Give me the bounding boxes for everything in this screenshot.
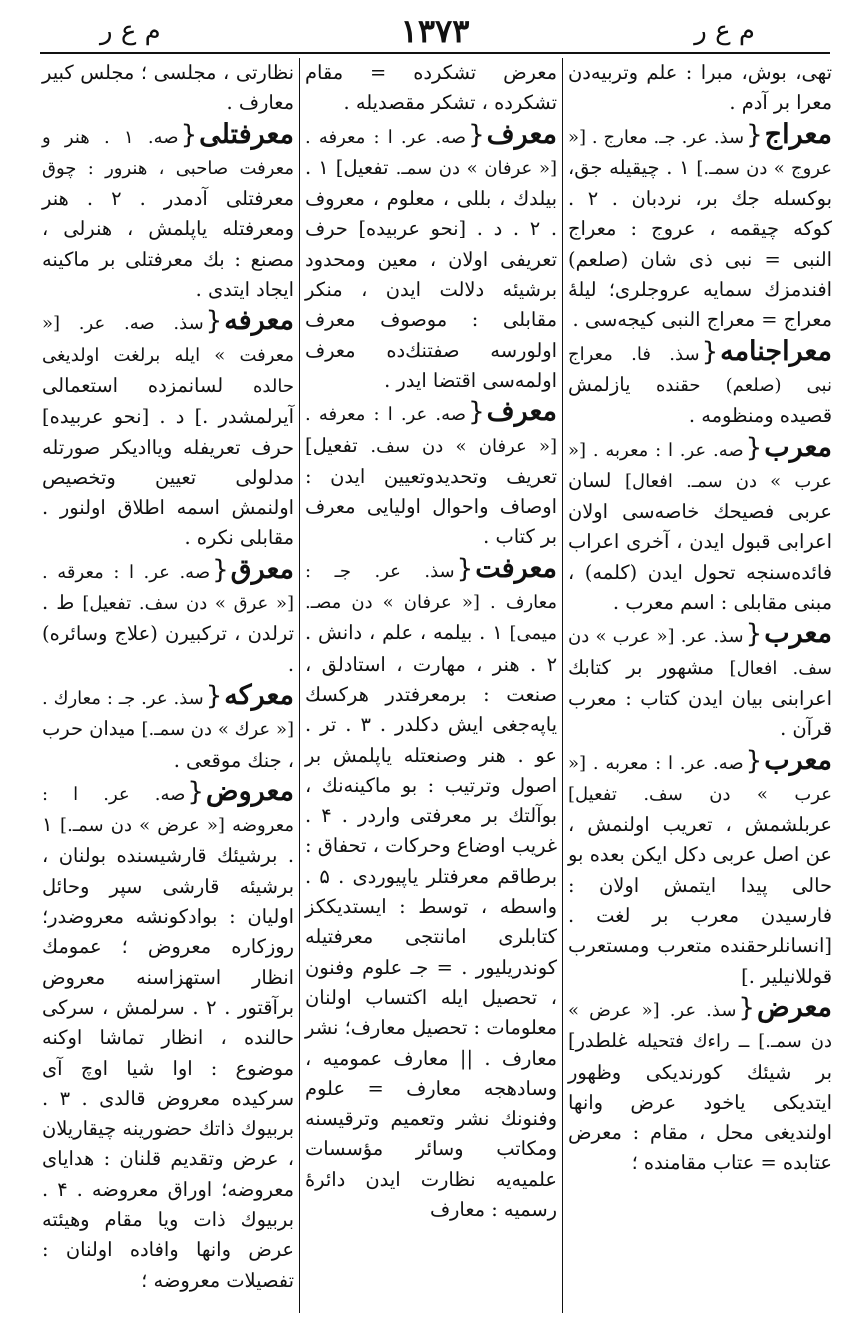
entry-etymology: صه. عر. ا : معرفه . [« عرفان » دن سف. xyxy=(305,404,557,457)
entry-etymology: سذ. فا. معراج نبی (صلعم) حقنده xyxy=(568,343,832,396)
entry-headword: معرفتلی xyxy=(199,118,294,150)
entry-headword: معرفه xyxy=(224,305,294,337)
entry-definition: غلطدر] بر شیئك كورندیكی وظهور ایتدیكی یاخود عرض وانها اولندیغی محل ، مقام : معرض عتابده = عتاب مقامنده ؛ xyxy=(568,1029,832,1175)
entry-definition: میدان حرب ، جنك موقعی . xyxy=(42,717,294,772)
entry-etymology: سذ. صه. عر. [« معرفت » ایله برلغت اولدیغی حالده xyxy=(42,313,294,397)
column-divider xyxy=(562,58,563,1313)
entry-definition: تهی، بوش، مبرا : علم وتربیه‌دن معرا بر آدم . xyxy=(568,61,832,115)
entry-headword: معركه xyxy=(224,679,294,711)
entry-etymology: صه. عر. ا : معربه . [« عرب » دن سف. تفعیل] xyxy=(568,752,832,805)
dictionary-entry xyxy=(40,306,296,553)
dictionary-entry xyxy=(566,619,834,744)
entry-definition: نظارتی ، مجلسی ؛ مجلس كبیر معارف . xyxy=(42,61,294,115)
entry-etymology: سذ. عر. جـ : معارف . [« عرفان » دن مصـ. میمی] xyxy=(305,560,557,645)
entry-definition: ۱ . بیلمه ، علم ، دانش . ۲ . هنر ، مهارت ، استادلق ، صنعت : برمعرفتدر هركسك یاپه‌جغی ایش دكلدر . ۳ . تر . عو . هنر وصنعتله یاپلمش بر اصول وترتیب : بو ماكینه‌نك ، بوآلتك بر معرفتی واردر . ۴ . غریب اوضاع وحركات ، تحفاق : برطاقم معرفتلر یاپیوردی . ۵ . واسطه ، توسط : ایستدیككز كتابلری امانتجی معرفتیله كوندریلیور . = جـ علوم وفنون ، تحصیل ایله اكتساب اولنان معلومات : تحصیل معارف؛ نشر معارف . || معارف عمومیه ، وسادهجه معارف = علوم وفنونك نشر وتعمیم وترقیسنه ومكاتب وسائر مؤسسات علمیه‌یه نظارت ایدن دائرهٔ رسمیه : معارف xyxy=(305,621,557,1221)
column-middle xyxy=(303,58,559,1313)
brace-glyph: { xyxy=(212,554,229,585)
dictionary-entry xyxy=(303,554,559,1226)
dictionary-entry xyxy=(303,397,559,552)
entry-headword: معرض xyxy=(756,991,832,1023)
entry-definition: لسان عربی فصیحك خاصه‌سی اولان اعرابی قبول ایدن ، آخری اعراب فائده‌سنجه تحول ایدن (كلمه) ، مبنی مقابلی : اسم معرب . xyxy=(568,468,832,615)
brace-glyph: { xyxy=(745,745,763,776)
entry-headword: معراج xyxy=(764,118,832,150)
guide-word-right: م ع ر xyxy=(694,16,755,46)
entry-definition: معرض تشكرده = مقام تشكرده ، تشكر مقصدیله . xyxy=(305,61,557,115)
entry-headword: معرب xyxy=(764,618,832,650)
page-header xyxy=(40,10,830,50)
entry-definition: تفعیل] تعریف وتحدیدوتعیین ایدن : اوصاف واحوال اولیایی معرف بر كتاب . xyxy=(305,433,557,549)
entry-headword: معرفت xyxy=(475,552,557,584)
column-right xyxy=(566,58,834,1313)
entry-definition: معرفتلی آدمدر . ۲ . هنر ومعرفتله یاپلمش ، هنرلی ، مصنع : بك معرفتلی بر ماكینه ایجاد ایتدی . xyxy=(42,187,294,302)
dictionary-entry xyxy=(40,681,296,776)
entry-etymology: صه. عر. ا : معروضه [« عرض » دن سمـ.] xyxy=(42,783,295,837)
guide-word-left: م ع ر xyxy=(100,16,161,46)
entry-definition: عربلشمش ، تعریب اولنمش ، عن اصل عربی دكل ایكن بعده بو حالی پیدا ایتمش اولان : فارسیدن معرب بر لغت . [انسانلرحقنده متعرب ومستعرب قوللانیلیر .] xyxy=(568,813,832,988)
entry-definition: لسانمزده استعمالی آیرلمشدر .] د . [نحو عربیده] حرف تعریفله ویاادیكر صورتله مدلولی تعیین وتخصیص اولنمش اسمه اطلاق اولنور . مقابلی نكره . xyxy=(42,373,294,550)
entry-continuation xyxy=(566,58,834,119)
brace-glyph: { xyxy=(180,119,198,150)
entry-headword: معراجنامه xyxy=(720,335,832,367)
entry-definition: مشهور بر كتابك اعرابنی بیان ایدن كتاب : معرب قرآن . xyxy=(568,655,832,741)
entry-continuation xyxy=(303,58,559,119)
dictionary-entry xyxy=(566,746,834,992)
entry-definition: ۱ . چیقیله جق، بوکسله جك بر، نردبان . ۲ . كوكه چیقمه ، عروج : معراج النبی = نبی ذی شان (صلعم) افندمزك سمایه عروجلری؛ لیلهٔ معراج = معراج النبی كیجه‌سی . xyxy=(568,155,833,332)
dictionary-entry xyxy=(303,120,559,397)
brace-glyph: { xyxy=(205,680,223,711)
entry-etymology: سذ. عر. جـ. معارج . [« عروج » دن سمـ.] xyxy=(568,126,833,179)
entry-etymology: صه. عر. ا : معربه . [« عرب » دن سمـ. افعال] xyxy=(568,439,832,492)
entry-definition: ۱ . برشیئك قارشیسنده بولنان ، برشیئه قارشی سپر وحائل اولیان : بوادكونشه معروضدر؛ روزكاره معروض ؛ عمومك انظار استهزاسنه معروض برآقتور . ۲ . سرلمش ، سركی حالنده ، انظار تماشا اوكنه موضوع : اوا شیا اوچ آی سركیده معروض قالدی . ۳ . بربیوك ذاتك حضورینه چیقاریلان ، عرض وتقدیم قلنان : هدایای معروضه؛ اوراق معروضه . ۴ . بربیوك ذات ویا مقام وهیئته عرض وانها وافاده اولنان : تفصیلات معروضه ؛ xyxy=(42,813,295,1292)
brace-glyph: { xyxy=(701,336,719,367)
brace-glyph: { xyxy=(468,397,485,428)
brace-glyph: { xyxy=(187,776,204,807)
column-left xyxy=(40,58,296,1313)
entry-definition: تفعیل] ۱ . بیلدك ، بللی ، معلوم ، معروف . ۲ . د . [نحو عربیده] حرف تعریفی اولان ، معین ومحدود برشیئه دلالت ایدن ، منكر مقابلی : موصوف معرف اولورسه صفتنك‌ده معرف اولمه‌سی اقتضا ایدر . xyxy=(305,155,557,392)
entry-headword: معرب xyxy=(764,744,832,776)
brace-glyph: { xyxy=(468,119,485,150)
brace-glyph: { xyxy=(738,992,755,1023)
entry-etymology: سذ. عر. جـ : معارك . [« عرك » دن سمـ.] xyxy=(42,687,294,741)
dictionary-entry xyxy=(566,120,834,336)
entry-headword: معرف xyxy=(486,396,557,428)
entry-definition: ط . ترلدن ، تركبیرن (علاج وسائره) . xyxy=(42,591,294,676)
header-rule xyxy=(40,52,830,54)
page-number: ۱۳۷۳ xyxy=(400,12,470,50)
entry-etymology: صه. ۱ . هنر و معرفت صاحبی ، هنرور : چوق xyxy=(42,126,294,179)
entry-definition: یازلمش قصیده ومنظومه . xyxy=(568,372,832,428)
dictionary-entry xyxy=(566,433,834,619)
entry-etymology: صه. عر. ا : معرفه . [« عرفان » دن سمـ. xyxy=(305,126,558,179)
dictionary-entry xyxy=(40,120,296,306)
entry-continuation xyxy=(40,58,296,119)
brace-glyph: { xyxy=(746,119,763,150)
entry-etymology: سذ. عر. [« عرب » دن سف. افعال] xyxy=(568,626,832,679)
entry-headword: معرف xyxy=(486,118,557,150)
dictionary-entry xyxy=(566,337,834,432)
brace-glyph: { xyxy=(745,432,763,463)
dictionary-entry xyxy=(566,993,834,1179)
dictionary-entry xyxy=(40,555,296,680)
brace-glyph: { xyxy=(456,553,474,584)
brace-glyph: { xyxy=(745,619,763,650)
entry-headword: معروض xyxy=(205,775,294,807)
column-divider xyxy=(299,58,300,1313)
entry-headword: معرب xyxy=(764,431,832,463)
brace-glyph: { xyxy=(205,306,223,337)
dictionary-entry xyxy=(40,777,296,1296)
entry-etymology: صه. عر. ا : معرقه . [« عرق » دن سف. تفعیل] xyxy=(42,561,294,615)
entry-etymology: سذ. عر. [« عرض » دن سمـ.] ــ راءك فتحیله xyxy=(568,999,832,1053)
entry-headword: معرق xyxy=(230,553,294,585)
